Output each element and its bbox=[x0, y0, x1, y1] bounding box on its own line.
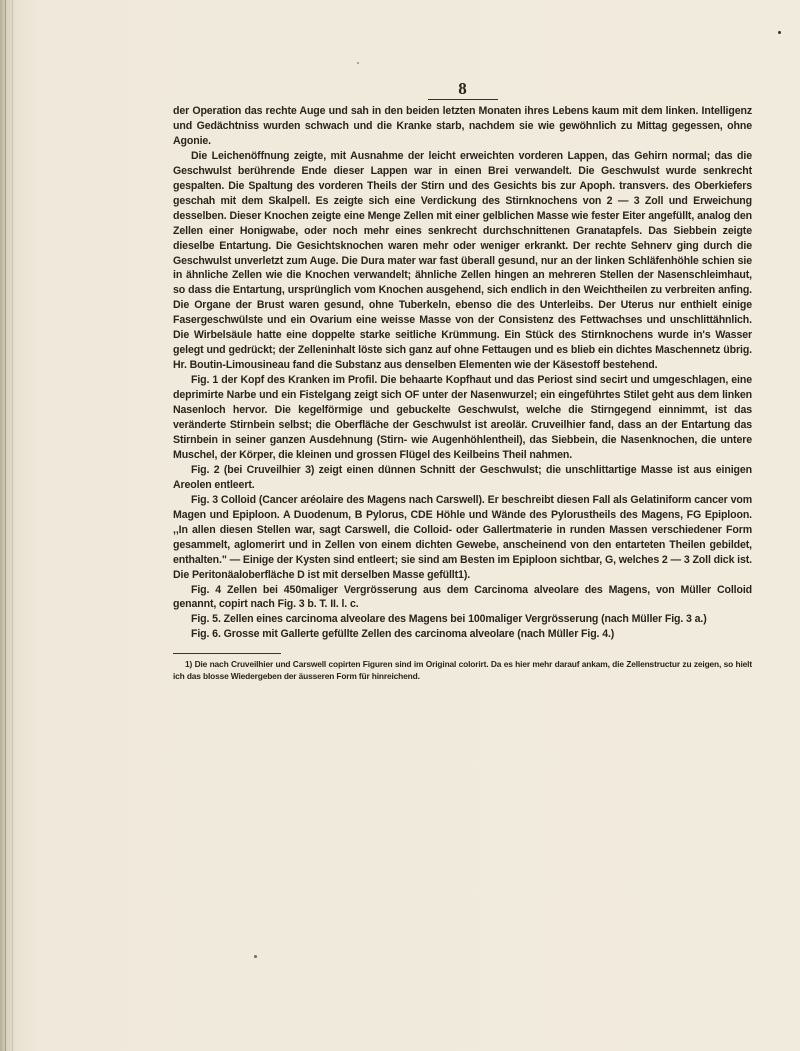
footnote-text: 1) Die nach Cruveilhier und Carswell copirten Figuren sind im Original colorirt. Da es hier mehr darauf ankam, die Zellenstructur zu zeigen, so hielt ich das blosse Wiedergeben der äusseren Form für hinreichend. bbox=[173, 659, 752, 681]
paragraph-fig-5: Fig. 5. Zellen eines carcinoma alveolare des Magens bei 100maliger Vergrösserung (nach Müller Fig. 3 a.) bbox=[191, 613, 707, 626]
paragraph-fig-3: Fig. 3 Colloid (Cancer aréolaire des Magens nach Carswell). Er beschreibt diesen Fall als Gelatiniform cancer vom Magen und Epiploon. A Duodenum, B Pylorus, CDE Höhle und Wände des Pylorustheils des Magens, FG Epiploon. ,,In allen diesen Stellen war, sagt Carswell, die Colloid- oder Gallertmaterie in runden Massen verschiedener Form gesammelt, aglomerirt und in Zellen von einem dichten Gewebe, anscheinend von den entarteten Theilen gebildet, enthalten." — Einige der Kysten sind entleert; sie sind am Besten im Epiploon sichtbar, G, welches 2 — 3 Zoll dick ist. Die Peritonäaloberfläche D ist mit derselben Masse gefüllt1). bbox=[173, 493, 752, 581]
paragraph-fig-2: Fig. 2 (bei Cruveilhier 3) zeigt einen dünnen Schnitt der Geschwulst; die unschlittartige Masse ist aus einigen Areolen entleert. bbox=[173, 463, 752, 491]
ink-spot bbox=[778, 31, 781, 34]
ink-spot bbox=[254, 955, 257, 958]
paragraph-fig-4: Fig. 4 Zellen bei 450maliger Vergrösserung aus dem Carcinoma alveolare des Magens, von Müller Colloid genannt, copirt nach Fig. 3 b. T. II. l. c. bbox=[173, 583, 752, 611]
paragraph-fig-6: Fig. 6. Grosse mit Gallerte gefüllte Zellen des carcinoma alveolare (nach Müller Fig. 4.) bbox=[191, 628, 615, 641]
page-number-rule bbox=[428, 99, 498, 100]
paragraph-autopsy: Die Leichenöffnung zeigte, mit Ausnahme der leicht erweichten vorderen Lappen, das Gehirn normal; das die Geschwulst berührende Ende dieser Lappen war in einen Brei verwandelt. Die Geschwulst wurde senkrecht gespalten. Die Spaltung des vorderen Theils der Stirn und des Gesichts bis zur Apoph. transvers. des Oberkiefers geschah mit dem Skalpell. Es zeigte sich eine Verdickung des Stirnknochens von 2 — 3 Zoll und Erweichung desselben. Dieser Knochen zeigte eine Menge Zellen mit einer gelblichen Masse wie fester Eiter angefüllt, analog den Zellen einer Honigwabe, oder noch mehr eines senkrecht durchschnittenen Granatapfels. Das Siebbein zeigte dieselbe Entartung. Die Gesichtsknochen waren mehr oder weniger erkrankt. Der rechte Sehnerv ging durch die Geschwulst unverletzt zum Auge. Die Dura mater war fast überall gesund, nur an der linken Schläfenhöhle schien sie in ähnliche Zellen wie die Knochen verwandelt; ähnliche Zellen hingen an mehreren Stellen der Nasenschleimhaut, so dass die Entartung, ursprünglich vom Knochen ausgehend, sich endlich in den Weichtheilen zu verbreiten anfing. Die Organe der Brust waren gesund, ohne Tuberkeln, ebenso die des Unterleibs. Der Uterus nur enthielt einige Fasergeschwülste und ein Ovarium eine weisse Masse von der Consistenz des Fettwachses und unschlittähnlich. Die Wirbelsäule hatte eine doppelte starke seitliche Krümmung. Ein Stück des Stirnknochens wurde in's Wasser gelegt und gedrückt; der Zelleninhalt löste sich ganz auf ohne Fettaugen und es blieb ein dichtes Maschennetz übrig. Hr. Boutin-Limousineau fand die Substanz aus denselben Elementen wie der Käsestoff bestehend. bbox=[173, 149, 752, 372]
paragraph-fig-1: Fig. 1 der Kopf des Kranken im Profil. Die behaarte Kopfhaut und das Periost sind secirt und umgeschlagen, eine deprimirte Narbe und ein Fistelgang zeigt sich OF unter der Nasenwurzel; ein eingeführtes Stilet geht aus dem linken Nasenloch hervor. Die kegelförmige und gebuckelte Geschwulst, welche die Stirngegend einnimmt, ist das veränderte Stirnbein selbst; die Oberfläche der Geschwulst ist areolär. Cruveilhier fand, dass an der Entartung das Stirnbein in seiner ganzen Ausdehnung (Stirn- wie Augenhöhlentheil), das Siebbein, die Nasenknochen, die untere Muschel, der Körper, die kleinen und grossen Flügel des Keilbeins Theil nahmen. bbox=[173, 374, 752, 461]
page-number: 8 bbox=[458, 79, 468, 98]
body-text bbox=[173, 104, 752, 642]
footnote bbox=[173, 659, 752, 682]
paragraph-continuation: der Operation das rechte Auge und sah in den beiden letzten Monaten ihres Lebens kaum mit dem linken. Intelligenz und Gedächtniss wurden schwach und die Kranke starb, nachdem sie wie gewöhnlich zu Mittag gegessen, ohne Agonie. bbox=[173, 105, 752, 147]
ink-spot bbox=[357, 62, 359, 64]
footnote-rule bbox=[173, 653, 281, 654]
